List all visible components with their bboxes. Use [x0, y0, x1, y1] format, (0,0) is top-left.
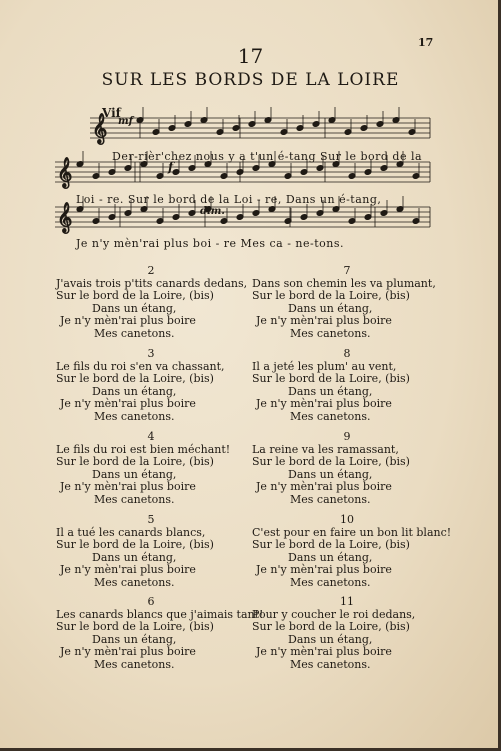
verse-line: Dans un étang, — [288, 384, 373, 398]
verse-line: Je n'y mèn'rai plus boire — [256, 480, 392, 493]
verse-line: Sur le bord de la Loire, (bis) — [56, 455, 214, 468]
page-number: 17 — [418, 36, 434, 49]
verse-number: 7 — [343, 264, 351, 277]
verse-line: Mes canetons. — [94, 657, 175, 671]
treble-clef-icon: 𝄞 — [92, 114, 108, 144]
verse-line: Dans son chemin les va plumant, — [252, 276, 436, 290]
verse-line: Je n'y mèn'rai plus boire — [60, 397, 196, 410]
verse-line: Mes canetons. — [290, 575, 371, 589]
verse-line: Sur le bord de la Loire, (bis) — [252, 538, 410, 551]
verse-10 — [252, 513, 452, 589]
verse-number: 2 — [147, 264, 155, 277]
treble-clef-icon: 𝄞 — [57, 203, 73, 233]
verse-line: Sur le bord de la Loire, (bis) — [252, 455, 410, 468]
verse-3 — [56, 348, 246, 423]
verse-line: Mes canetons. — [94, 409, 175, 423]
verse-line: Je n'y mèn'rai plus boire — [256, 397, 392, 410]
verse-line: Mes canetons. — [94, 492, 175, 506]
verse-line: Mes canetons. — [290, 409, 371, 423]
music-score — [0, 0, 501, 260]
dynamic-dim: dim. — [200, 206, 225, 217]
verse-line: Sur le bord de la Loire, (bis) — [56, 538, 214, 551]
verse-number: 8 — [343, 347, 351, 360]
verse-line: Je n'y mèn'rai plus boire — [256, 645, 392, 658]
verse-line: Dans un étang, — [92, 301, 177, 315]
verse-number: 4 — [147, 430, 155, 443]
dynamic-f: f — [168, 160, 174, 174]
verse-line: Pour y coucher le roi dedans, — [252, 607, 416, 621]
verse-line: Je n'y mèn'rai plus boire — [60, 563, 196, 576]
treble-clef-icon: 𝄞 — [57, 158, 73, 188]
verse-line: Je n'y mèn'rai plus boire — [60, 645, 196, 658]
verse-line: Sur le bord de la Loire, (bis) — [252, 372, 410, 385]
verse-line: Sur le bord de la Loire, (bis) — [56, 372, 214, 385]
verse-line: Dans un étang, — [288, 550, 373, 564]
verse-line: C'est pour en faire un bon lit blanc! — [252, 525, 452, 539]
verse-number: 5 — [147, 513, 155, 526]
verse-line: Mes canetons. — [94, 575, 175, 589]
verse-number: 6 — [147, 595, 155, 608]
verse-line: J'avais trois p'tits canards dedans, — [56, 276, 248, 290]
verse-8 — [252, 348, 442, 423]
verse-line: Mes canetons. — [290, 326, 371, 340]
verse-6 — [56, 595, 264, 671]
verse-11 — [252, 596, 442, 671]
lyric-line-2: Loi - re. Sur le bord de la Loi - re, Dans un é-tang, — [76, 193, 382, 206]
verse-line: Le fils du roi s'en va chassant, — [56, 359, 225, 373]
verse-line: Dans un étang, — [92, 384, 177, 398]
verse-line: Le fils du roi est bien méchant! — [56, 442, 231, 456]
verse-number: 3 — [147, 347, 155, 360]
verse-5 — [56, 514, 246, 589]
verse-line: Les canards blancs que j'aimais tant! — [56, 607, 264, 621]
tempo-marking: Vif — [102, 106, 121, 120]
verse-line: Mes canetons. — [290, 492, 371, 506]
verse-line: Je n'y mèn'rai plus boire — [256, 314, 392, 327]
verse-line: Dans un étang, — [92, 632, 177, 646]
verse-number: 11 — [340, 595, 354, 608]
verse-line: Dans un étang, — [92, 550, 177, 564]
song-number: 17 — [237, 44, 264, 68]
verse-7 — [252, 265, 442, 340]
lyric-line-1: Der-rièr'chez nous y a t'un é-tang Sur le bord de la — [112, 150, 423, 163]
verse-4 — [56, 431, 246, 506]
verse-line: Dans un étang, — [288, 301, 373, 315]
verse-number: 10 — [340, 513, 354, 526]
lyric-line-3: Je n'y mèn'rai plus boi - re Mes ca - ne-tons. — [76, 237, 344, 250]
verse-line: Je n'y mèn'rai plus boire — [256, 563, 392, 576]
verse-line: Mes canetons. — [94, 326, 175, 340]
dynamic-mf: mf — [118, 116, 133, 127]
verse-2 — [56, 265, 246, 340]
verse-line: Dans un étang, — [288, 467, 373, 481]
song-title: SUR LES BORDS DE LA LOIRE — [101, 70, 400, 90]
verse-number: 9 — [343, 430, 351, 443]
verse-line: Sur le bord de la Loire, (bis) — [56, 620, 214, 633]
verse-line: Sur le bord de la Loire, (bis) — [56, 289, 214, 302]
verse-line: Dans un étang, — [92, 467, 177, 481]
verse-line: Je n'y mèn'rai plus boire — [60, 314, 196, 327]
verse-line: Il a jeté les plum' au vent, — [252, 359, 397, 373]
verse-line: Sur le bord de la Loire, (bis) — [252, 289, 410, 302]
verse-line: Il a tué les canards blancs, — [56, 525, 206, 539]
verse-line: Je n'y mèn'rai plus boire — [60, 480, 196, 493]
verse-9 — [252, 431, 442, 506]
verse-line: Dans un étang, — [288, 632, 373, 646]
verse-line: Sur le bord de la Loire, (bis) — [252, 620, 410, 633]
verse-line: La reine va les ramassant, — [252, 442, 399, 456]
verse-line: Mes canetons. — [290, 657, 371, 671]
